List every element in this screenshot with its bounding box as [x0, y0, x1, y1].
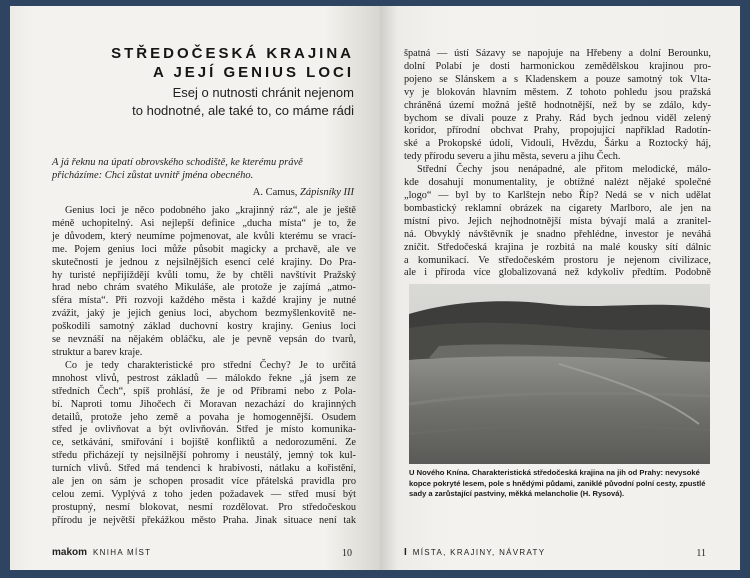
text-line: přírodu je největší překážkou město Praha. Jinak situace není tak: [52, 514, 356, 526]
section-number: I: [404, 547, 407, 558]
text-line: ná. Obvyklý návštěvník je snadno přehlédne, investor je neváhá: [404, 228, 711, 240]
page-number-right: 11: [696, 548, 706, 559]
text-line: místní pivo. Jejich nejhodnotnější místa bývají malá a zranitel-: [404, 215, 711, 227]
subtitle-line1: Esej o nutnosti chránit nejenom: [172, 85, 354, 100]
left-page: [10, 6, 380, 570]
text-line: je důvodem, který neumíme pojmenovat, ale kvůli kterému se vrací-: [52, 230, 356, 242]
text-line: detailů, protože jeho země a povaha je homogennější. Osudem: [52, 411, 356, 423]
text-line: prostupný, nesmí blokovat, nesmí rozdělovat. Pro středočeskou: [52, 501, 356, 513]
text-line: hrad nebo chrám svatého Mikuláše, ale protože je zajímá „atmo-: [52, 282, 356, 294]
text-line: ale jen on sám je schopen prosadit více přátelská pravidla pro: [52, 476, 356, 488]
text-line: skutečnosti je jednou z nejsilnějších esencí celé krajiny. Do Pra-: [52, 256, 356, 268]
publisher-brand: makom: [52, 547, 88, 558]
chapter-title-line1: STŘEDOČESKÁ KRAJINA: [111, 45, 354, 62]
text-line: sféra místa“. Při rozvoji každého města i každé krajiny je nutné: [52, 295, 356, 307]
text-line: vy je blokován hlavním městem. Z tohoto pohledu jsou pražská: [404, 86, 711, 98]
caption-lead: U Nového Knína.: [409, 468, 470, 477]
text-line: zničit. Středočeská krajina je rozbitá na malé kousky sítí dálnic: [404, 241, 711, 253]
text-line: ale i příroda více globalizovaná než kdykoliv předtím. Podobně: [404, 267, 711, 279]
epigraph-source: [253, 187, 354, 198]
text-line: Střední Čechy jsou nenápadné, ale přitom melodické, málo-: [417, 164, 711, 176]
text-line: střed je ovlivňovat a být ovlivňován. Střed je místo komunika-: [52, 424, 356, 436]
text-line: tedy přírodu severu a jihu města, severu a jihu Čech.: [404, 151, 621, 163]
text-line: mnohost vlivů, pestrost základů — málokdo řekne „já jsem ze: [52, 372, 356, 384]
chapter-title: [111, 44, 354, 82]
text-line: a komunikací. Ve středočeském prostoru je nejenom civilizace,: [404, 254, 711, 266]
text-line: se nevznáší na nějakém obláčku, ale je pevně vepsán do tvarů,: [52, 334, 356, 346]
text-line: chráněná území možná ještě hodnotnější, než by se zdálo, kdy-: [404, 99, 711, 111]
chapter-title-line2: A JEJÍ GENIUS LOCI: [153, 64, 354, 81]
photo-caption: [409, 468, 710, 500]
left-body-text: [52, 205, 356, 528]
text-line: kde dosahují monumentality, je obtížné nalézt nějaké společné: [404, 177, 711, 189]
right-page: [380, 6, 740, 570]
subtitle-line2: to hodnotné, ale také to, co máme rádi: [132, 102, 354, 118]
text-line: pojeno se Slánskem a s Kladenskem a pouze samotný tok Vlta-: [404, 73, 711, 85]
text-line: středních Čech“, spíš prohlásí, že je od Příbrami nebo z Pola-: [52, 385, 356, 397]
epigraph-work: Zápisníky III: [300, 187, 354, 198]
left-footer: [52, 547, 151, 558]
text-line: Co je tedy charakteristické pro střední Čechy? Je to určitá: [65, 359, 356, 371]
epigraph: A já řeknu na úpatí obrovského schodiště, ke kterému právě přicházíme: Chci zůstat uvnitř jména obecného.: [52, 157, 303, 181]
text-line: me. Pojem genius loci může působit magicky a prchavě, ale ve: [52, 243, 356, 255]
text-line: méně uchopitelný. Asi nejlepší definice „ducha místa“ je to, že: [52, 217, 356, 229]
text-line: zvážit, jaký je jejich genius loci, abychom bezmyšlenkovitě ne-: [52, 308, 356, 320]
text-line: „logo“ — byl by to Karlštejn nebo Říp? Nedá se v nich udělat: [404, 189, 711, 201]
text-line: celou zemi. Vyplývá z toho jeden požadavek — střed musí být: [52, 488, 356, 500]
caption-text: Charakteristická středočeská krajina na jih od Prahy: nevysoké kopce pokryté lesem, pole s hnědými půdami, zaniklé původní polní cesty, zpustlé sady a zarůstající pastviny, měkká melancholie (H. Rysová).: [409, 468, 706, 498]
text-line: bí. Naproti tomu Jihočech či Moravan nezachází do krajinných: [52, 398, 356, 410]
text-line: struktur a barev kraje.: [52, 346, 143, 358]
text-line: dolní Polabí je dosti harmonickou zemědělskou krajinou pro-: [404, 60, 711, 72]
right-footer: [404, 547, 545, 558]
landscape-photo-image: [409, 284, 710, 464]
right-body-text: [404, 48, 711, 280]
text-line: turních vlivů. Střed má tendenci k hrabivosti, nátlaku a kořistění,: [52, 463, 356, 475]
section-name: MÍSTA, KRAJINY, NÁVRATY: [412, 548, 546, 557]
text-line: bombastický reklamní obrázek na cigarety Marlboro, ale jen na: [404, 202, 711, 214]
landscape-photo: [409, 284, 710, 464]
series-name: KNIHA MÍST: [93, 548, 152, 557]
text-line: hy turisté nepřijíždějí kvůli tomu, že by chtěli navštívit Pražský: [52, 269, 356, 281]
page-number-left: 10: [342, 548, 352, 559]
text-line: bychom se dívali pouze z Prahy. Rád bych jednou viděl zelený: [404, 112, 711, 124]
text-line: Genius loci je něco podobného jako „krajinný ráz“, ale je ještě: [65, 205, 356, 216]
text-line: špatná — ústí Sázavy se napojuje na Hřebeny a dolní Berounku,: [404, 48, 711, 59]
text-line: poškodili samotný základ duchovní kostry krajiny. Genius loci: [52, 321, 356, 333]
text-line: středu přicházejí ty nejsilnější pohromy i neustálý, jemný tok kul-: [52, 450, 356, 462]
text-line: koridor, přírodní obchvat Prahy, propojující například Radotín-: [404, 125, 711, 137]
text-line: ské a Prokopské údolí, Vidouli, Hvězdu, Šárku a Roztocký háj,: [404, 138, 711, 150]
text-line: ce, setkávání, smiřování i bojiště konfliktů a nedorozumění. Ze: [52, 437, 356, 449]
epigraph-author: A. Camus,: [252, 187, 301, 198]
chapter-subtitle: [94, 84, 354, 119]
